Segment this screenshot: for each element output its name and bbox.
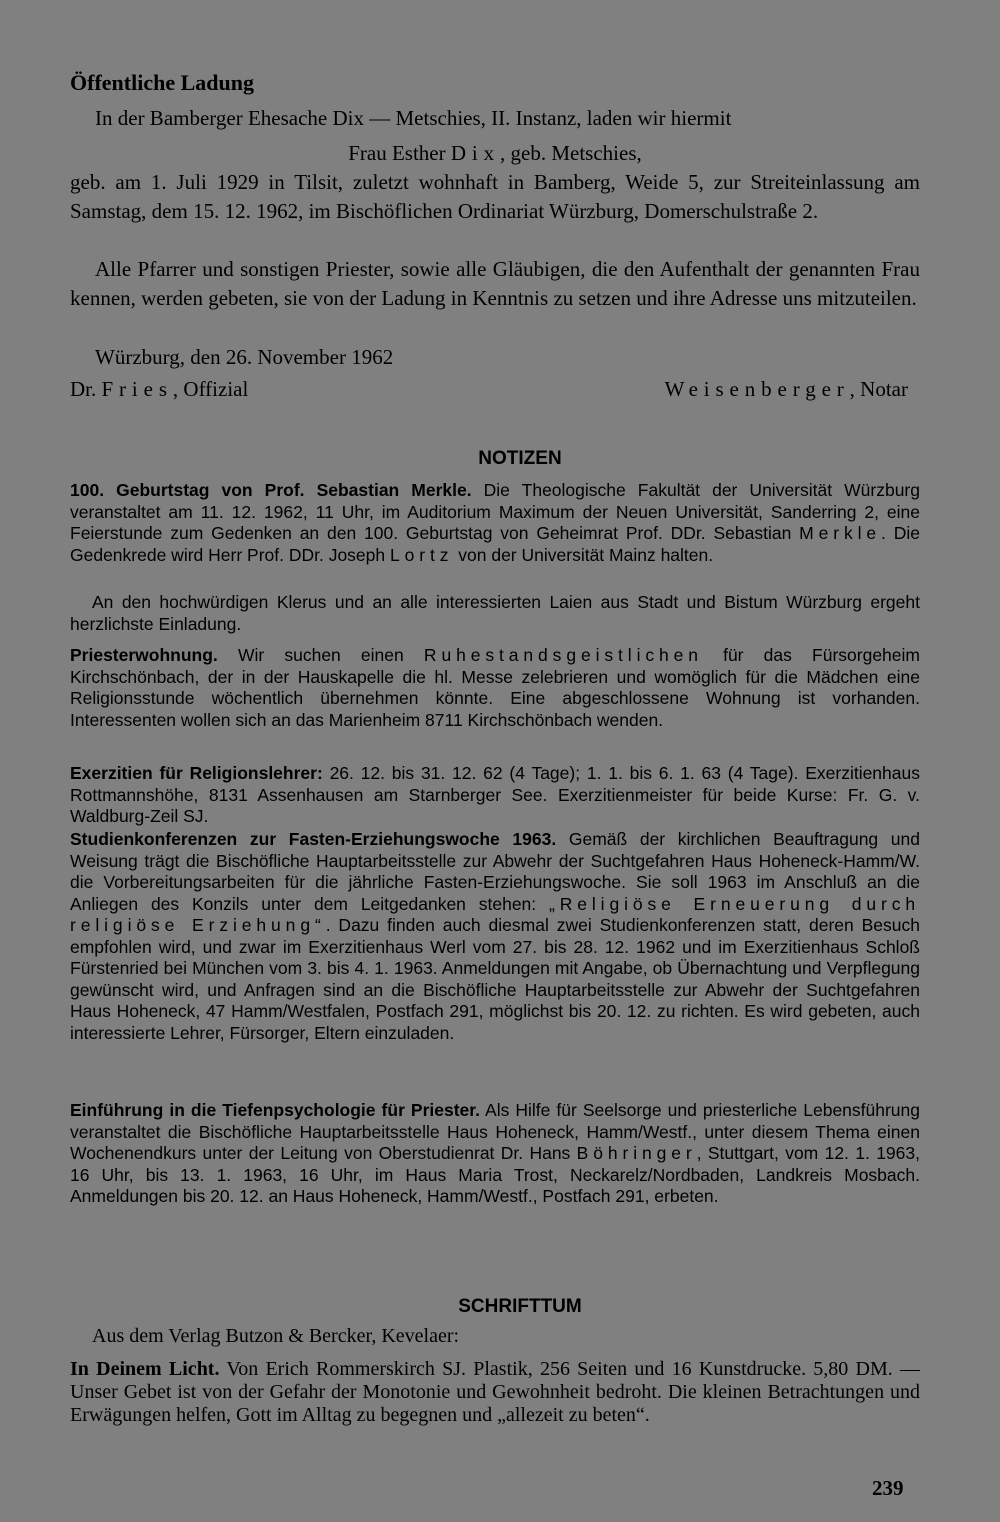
book-title: In Deinem Licht.	[70, 1358, 220, 1380]
schrifttum-intro: Aus dem Verlag Butzon & Bercker, Kevelaer:	[92, 1325, 460, 1347]
note-spaced-name: Merkle	[799, 523, 882, 543]
signature-left-name: Fries	[101, 377, 173, 401]
note-text: Gemäß der kirchlichen Beauftragung und Weisung trägt die Bischöfliche Hauptarbeitsstelle zur Abwehr der Suchtgefahren Haus Hoheneck-Hamm/W. die Vorbereitungsarbeiten für die jährliche Fasten-Erziehungswoche. Sie soll 1963 im Anschluß an die Anliegen des Konzils unter dem Leitgedanken stehen:	[70, 829, 920, 914]
signature-left-suffix: , Offizial	[172, 377, 249, 401]
note-merkle	[70, 480, 920, 566]
schrifttum-heading: SCHRIFTTUM	[458, 1296, 582, 1317]
signature-left-prefix: Dr.	[70, 377, 97, 401]
note-text: Die Theologische Fakultät der Universität Würzburg veranstaltet am 11. 12. 1962, 11 Uhr, im Auditorium Maximum der Neuen Universität, Sanderring 2, eine Feierstunde zum Gedenken an den 100. Geburtstag von Geheimrat Prof. DDr. Sebastian	[70, 480, 920, 543]
schrifttum-review	[70, 1358, 920, 1427]
ladung-paragraph-1: geb. am 1. Juli 1929 in Tilsit, zuletzt wohnhaft in Bamberg, Weide 5, zur Streiteinlassung am Samstag, dem 15. 12. 1962, im Bischöflichen Ordinariat Würzburg, Domerschulstraße 2.	[70, 170, 920, 223]
note-text: . Die Gedenkrede wird Herr Prof. DDr. Joseph	[70, 523, 920, 565]
note-text: . Dazu finden auch diesmal zwei Studienkonferenzen statt, deren Besuch empfohlen wird, und zwar im Exerzitienhaus Werl vom 27. bis 28. 12. 1962 und im Exerzitienhaus Schloß Fürstenried bei München vom 3. bis 4. 1. 1963. Anmeldungen mit Angabe, ob Übernachtung und Verpflegung gewünscht wird, und Anfragen sind an die Bischöfliche Hauptarbeitsstelle zur Abwehr der Suchtgefahren Haus Hoheneck, 47 Hamm/Westfalen, Postfach 291, möglichst bis 20. 12. zu richten. Es wird gebeten, auch interessierte Lehrer, Fürsorger, Eltern einzuladen.	[70, 915, 920, 1043]
note-text: von der Universität Mainz halten.	[453, 544, 714, 565]
ladung-date: Würzburg, den 26. November 1962	[95, 345, 394, 369]
note-text: Als Hilfe für Seelsorge und priesterliche Lebensführung veranstaltet die Bischöfliche Hauptarbeitsstelle Haus Hoheneck, Hamm/Westf., unter diesem Thema einen Wochenendkurs unter der Leitung von Oberstudienrat Dr. Hans	[70, 1100, 921, 1163]
review-text: Von Erich Rommerskirch SJ. Plastik, 256 Seiten und 16 Kunstdrucke. 5,80 DM. — Unser Gebet ist von der Gefahr der Monotonie und Gewohnheit bedroht. Die kleinen Betrachtungen und Erwägungen helfen, Gott im Alltag zu begegnen und „allezeit zu beten“.	[70, 1358, 920, 1426]
signature-left	[70, 375, 248, 404]
ladung-name-prefix: Frau Esther	[348, 141, 446, 165]
signature-right-name: Weisenberger	[664, 377, 850, 401]
ladung-paragraph-2: Alle Pfarrer und sonstigen Priester, sowie alle Gläubigen, die den Aufenthalt der genannten Frau kennen, werden gebeten, sie von der Ladung in Kenntnis zu setzen und ihre Adresse uns mitzuteilen.	[70, 257, 920, 310]
note-spaced-word: Ruhestandsgeistlichen	[423, 645, 703, 665]
note-tiefenpsychologie	[70, 1100, 920, 1208]
note-spaced-name: Lortz	[390, 544, 454, 565]
page-number: 239	[872, 1476, 904, 1500]
note-priesterwohnung	[70, 645, 920, 731]
note-text: Wir suchen einen	[217, 645, 424, 665]
note-title: Einführung in die Tiefenpsychologie für Priester.	[70, 1100, 480, 1120]
signature-right-suffix: , Notar	[849, 377, 908, 401]
signature-right	[665, 375, 908, 404]
note-title: Priesterwohnung.	[70, 645, 218, 665]
notizen-heading: NOTIZEN	[478, 448, 562, 469]
ladung-name-suffix: , geb. Metschies,	[500, 141, 642, 165]
note-text: , Stuttgart, vom 12. 1. 1963, 16 Uhr, bis 13. 1. 1963, 16 Uhr, im Haus Maria Trost, Neckarelz/Nordbaden, Landkreis Mosbach. Anmeldungen bis 20. 12. an Haus Hoheneck, Hamm/Westf., Postfach 291, erbeten.	[70, 1143, 920, 1206]
ladung-signatures	[70, 375, 908, 404]
ladung-intro: In der Bamberger Ehesache Dix — Metschies, II. Instanz, laden wir hiermit	[95, 106, 732, 130]
note-exerzitien	[70, 763, 920, 828]
note-title: Studienkonferenzen zur Fasten-Erziehungswoche 1963.	[70, 829, 557, 849]
ladung-title: Öffentliche Ladung	[70, 70, 254, 95]
note-title: 100. Geburtstag von Prof. Sebastian Merkle.	[70, 480, 472, 500]
note-text: 26. 12. bis 31. 12. 62 (4 Tage); 1. 1. bis 6. 1. 63 (4 Tage). Exerzitienhaus Rottmannshöhe, 8131 Assenhausen am Starnberger See. Exerzitienmeister für beide Kurse: Fr. G. v. Waldburg-Zeil SJ.	[70, 763, 920, 826]
note-studienkonferenzen	[70, 829, 920, 1044]
note-spaced-motto: „Religiöse Erneuerung durch religiöse Erziehung“	[70, 893, 920, 935]
note-merkle-invitation: An den hochwürdigen Klerus und an alle interessierten Laien aus Stadt und Bistum Würzburg ergeht herzlichste Einladung.	[70, 592, 920, 634]
ladung-name-line	[70, 139, 920, 168]
note-title: Exerzitien für Religionslehrer:	[70, 763, 323, 783]
ladung-name-spaced: Dix	[450, 141, 501, 165]
note-spaced-name: Böhringer	[576, 1143, 697, 1163]
note-text: für das Fürsorgeheim Kirchschönbach, der in der Hauskapelle die hl. Messe zelebrieren und womöglich für die Mädchen eine Religionsstunde wöchentlich übernehmen könnte. Eine abgeschlossene Wohnung ist vorhanden. Interessenten wollen sich an das Marienheim 8711 Kirchschönbach wenden.	[70, 645, 920, 730]
